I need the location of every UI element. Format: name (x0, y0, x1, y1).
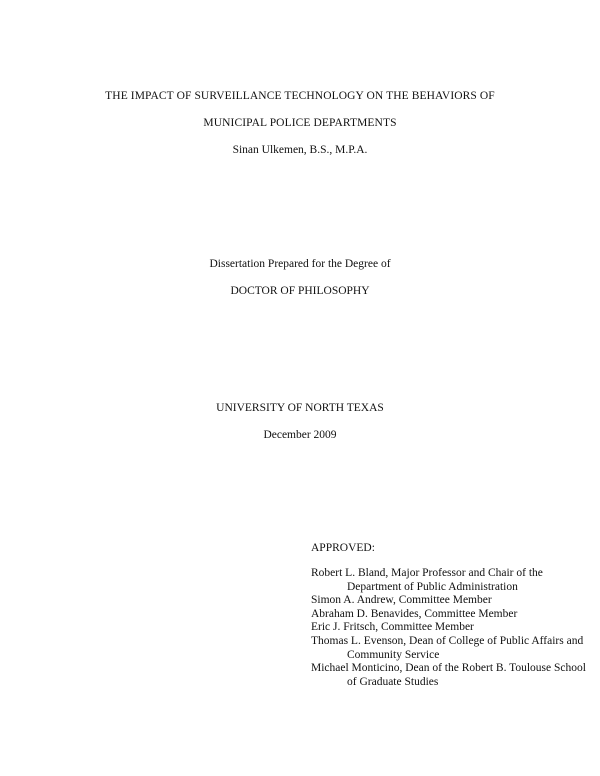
committee-member: Eric J. Fritsch, Committee Member (311, 621, 474, 634)
degree-name: DOCTOR OF PHILOSOPHY (230, 285, 370, 297)
title-line-2: MUNICIPAL POLICE DEPARTMENTS (203, 117, 397, 129)
approval-block (311, 542, 591, 689)
title-line-1: THE IMPACT OF SURVEILLANCE TECHNOLOGY ON THE BEHAVIORS OF (105, 90, 495, 102)
committee-member: Abraham D. Benavides, Committee Member (311, 607, 518, 620)
committee-member: Robert L. Bland, Major Professor and Chair of the Department of Public Administration (311, 567, 543, 593)
prepared-for-text: Dissertation Prepared for the Degree of (209, 258, 391, 270)
university-name: UNIVERSITY OF NORTH TEXAS (216, 402, 384, 414)
committee-member: Thomas L. Evenson, Dean of College of Public Affairs and Community Service (311, 634, 584, 661)
submission-date: December 2009 (263, 429, 337, 441)
author-name: Sinan Ulkemen, B.S., M.P.A. (232, 144, 368, 156)
committee-member: Simon A. Andrew, Committee Member (311, 594, 492, 607)
committee-member: Michael Monticino, Dean of the Robert B. Toulouse School of Graduate Studies (311, 662, 586, 688)
approved-heading: APPROVED: (311, 542, 375, 554)
